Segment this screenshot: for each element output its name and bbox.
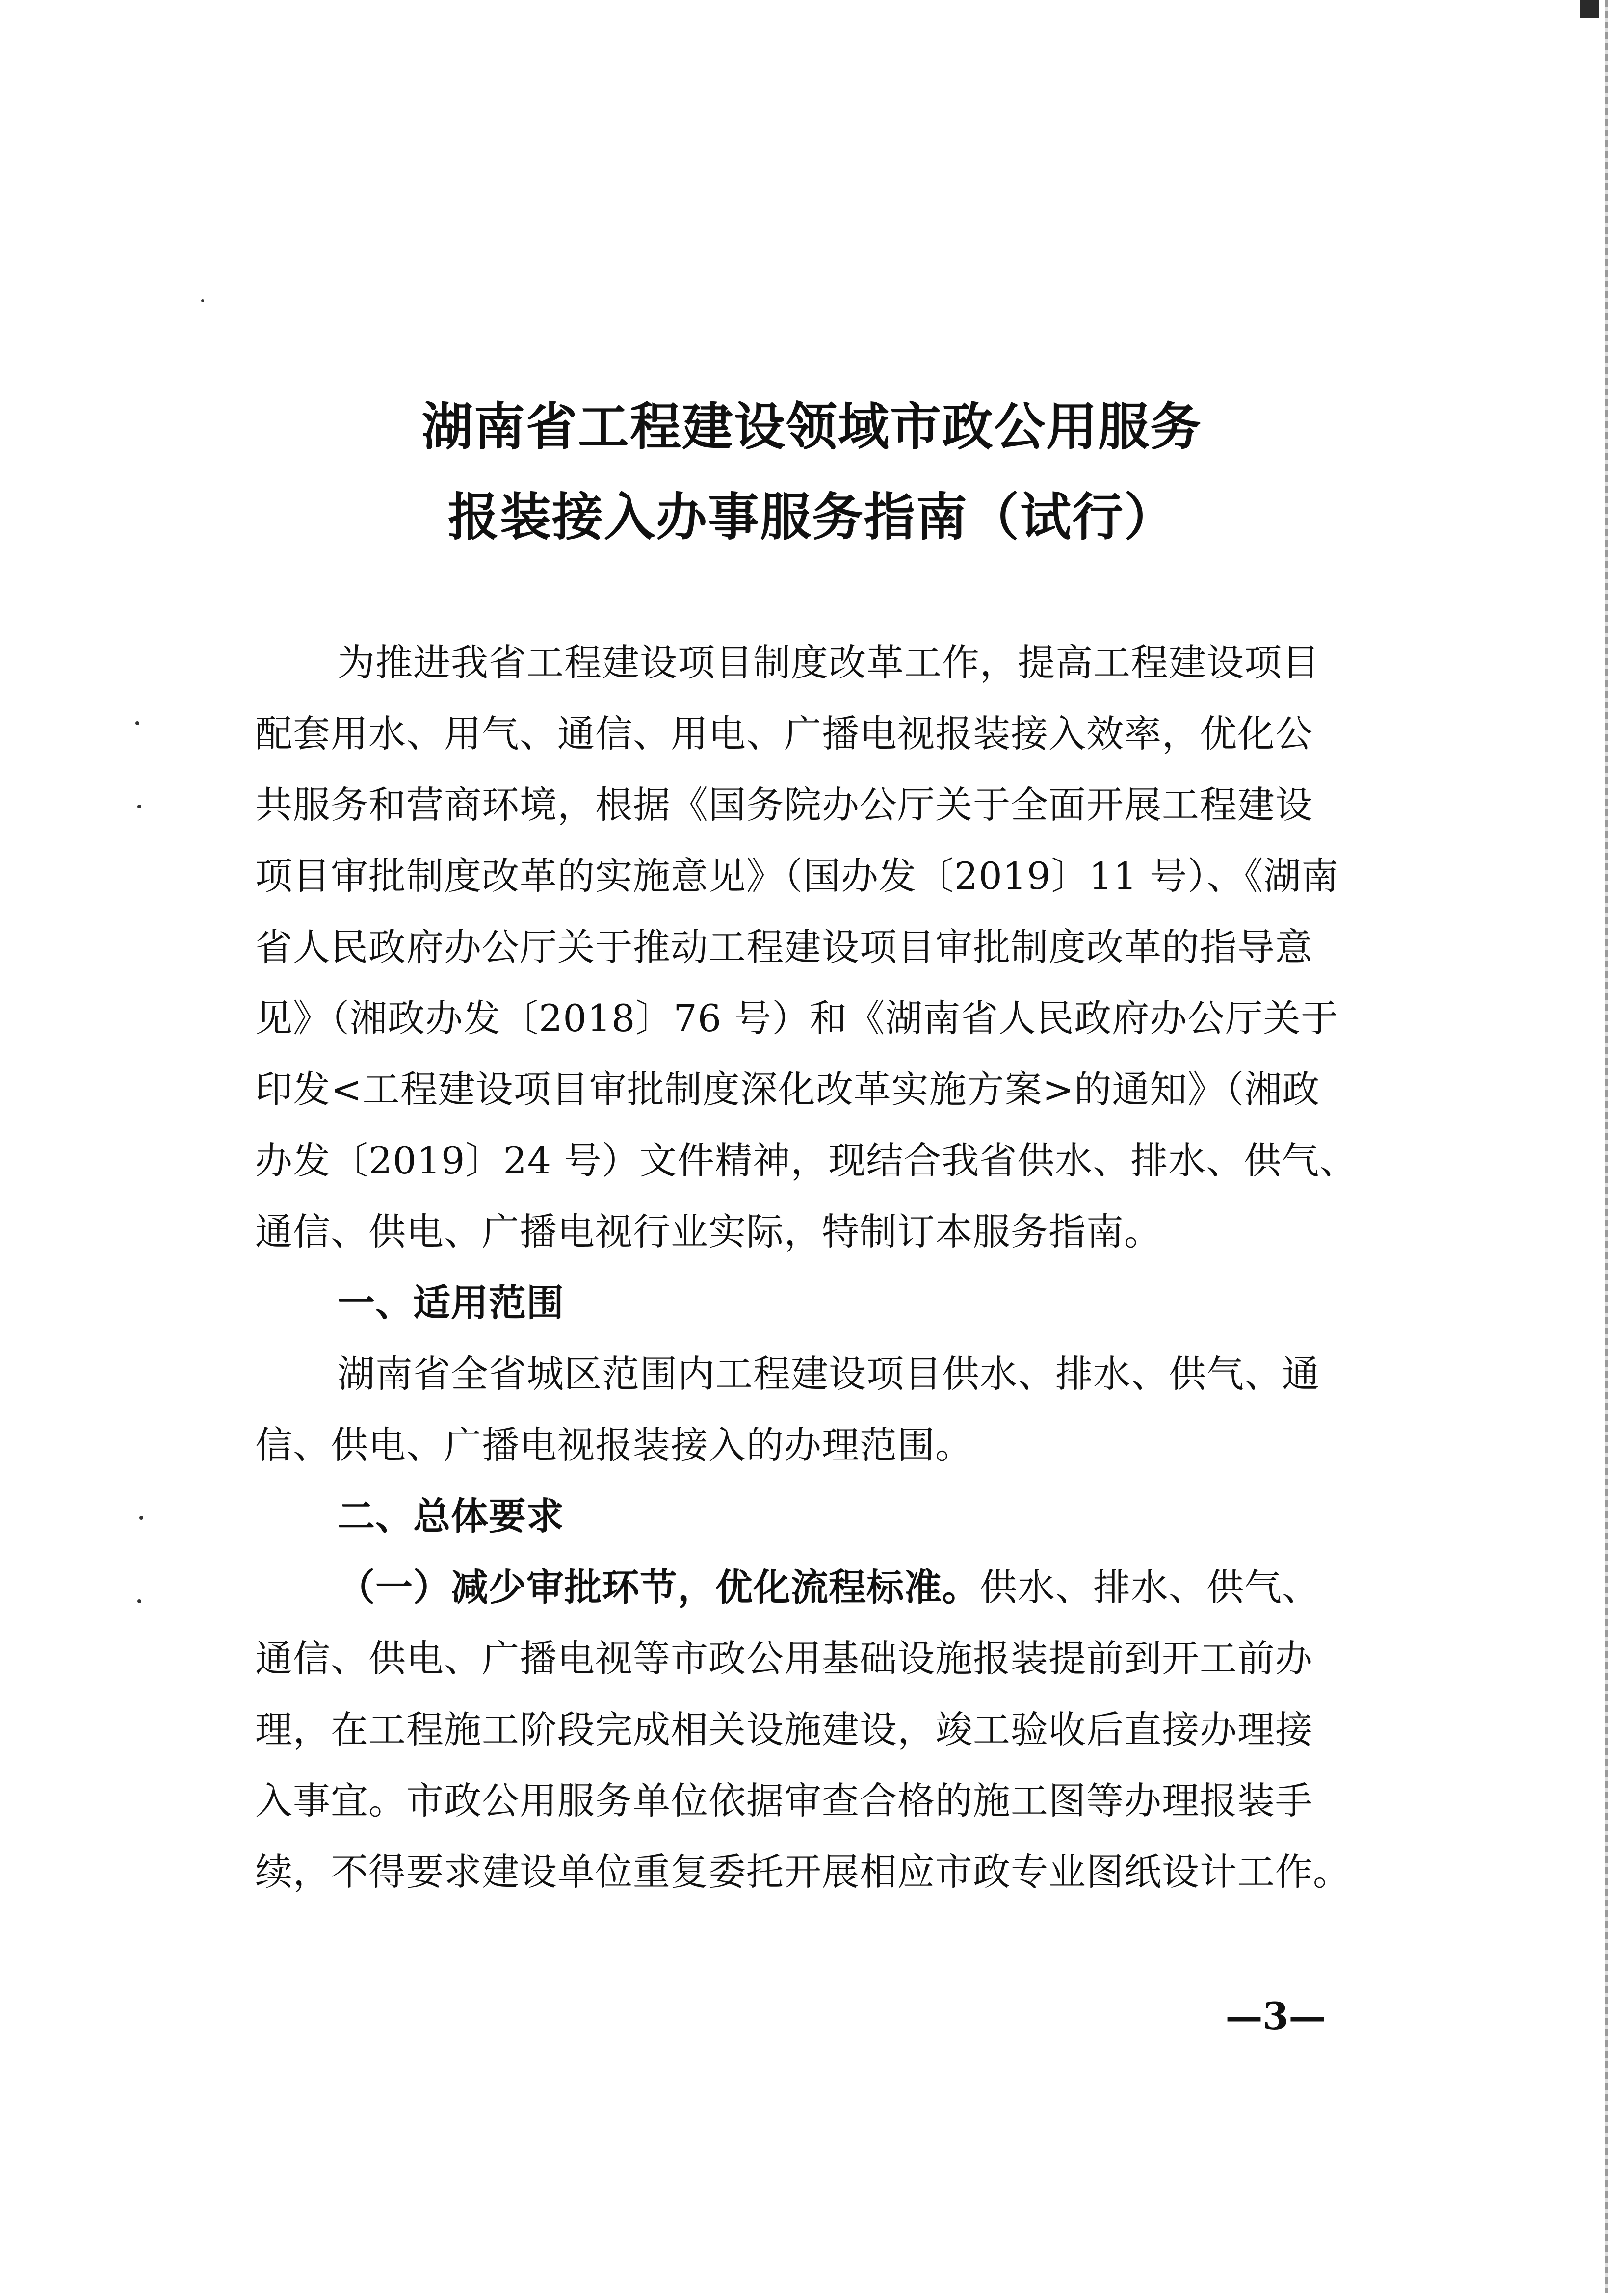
requirement-line: 通信、供电、广播电视等市政公用基础设施报装提前到开工前办 — [255, 1637, 1313, 1680]
scan-speck — [135, 721, 139, 725]
scan-speck — [137, 1599, 141, 1603]
scan-speck — [137, 805, 141, 808]
intro-line: 见》（湘政办发〔2018〕76 号）和《湖南省人民政府办公厅关于 — [255, 996, 1339, 1040]
intro-line: 印发<工程建设项目审批制度深化改革实施方案>的通知》（湘政 — [255, 1068, 1320, 1111]
requirement-item-first-line — [255, 1552, 1369, 1623]
section-heading-requirements: 二、总体要求 — [338, 1494, 564, 1538]
scope-line: 信、供电、广播电视报装接入的办理范围。 — [255, 1423, 973, 1467]
scan-speck — [201, 299, 204, 302]
requirement-line: 理，在工程施工阶段完成相关设施建设，竣工验收后直接办理接 — [255, 1708, 1313, 1751]
intro-line: 项目审批制度改革的实施意见》（国办发〔2019〕11 号）、《湖南 — [255, 854, 1339, 898]
requirement-item-text: 供水、排水、供气、 — [980, 1565, 1320, 1609]
intro-line: 办发〔2019〕24 号）文件精神，现结合我省供水、排水、供气、 — [255, 1139, 1358, 1182]
scope-line: 湖南省全省城区范围内工程建设项目供水、排水、供气、通 — [338, 1352, 1320, 1396]
requirement-line: 续，不得要求建设单位重复委托开展相应市政专业图纸设计工作。 — [255, 1850, 1351, 1894]
intro-line: 通信、供电、广播电视行业实际，特制订本服务指南。 — [255, 1210, 1162, 1253]
scan-edge-line — [1605, 0, 1608, 2293]
scan-corner-mark — [1580, 0, 1599, 18]
document-body — [255, 627, 1369, 1907]
intro-line: 为推进我省工程建设项目制度改革工作，提高工程建设项目 — [338, 641, 1320, 684]
document-title-line-1: 湖南省工程建设领域市政公用服务 — [421, 397, 1202, 457]
page-number: —3— — [1225, 1994, 1326, 2038]
document-title-line-2: 报装接入办事服务指南（试行） — [447, 487, 1176, 547]
intro-line: 配套用水、用气、通信、用电、广播电视报装接入效率，优化公 — [255, 712, 1313, 756]
requirement-line: 入事宜。市政公用服务单位依据审查合格的施工图等办理报装手 — [255, 1779, 1313, 1823]
requirement-item-lead: （一）减少审批环节，优化流程标准。 — [338, 1565, 980, 1609]
intro-line: 共服务和营商环境，根据《国务院办公厅关于全面开展工程建设 — [255, 783, 1313, 827]
scan-speck — [139, 1516, 143, 1520]
intro-line: 省人民政府办公厅关于推动工程建设项目审批制度改革的指导意 — [255, 925, 1313, 969]
section-heading-scope: 一、适用范围 — [338, 1281, 564, 1325]
